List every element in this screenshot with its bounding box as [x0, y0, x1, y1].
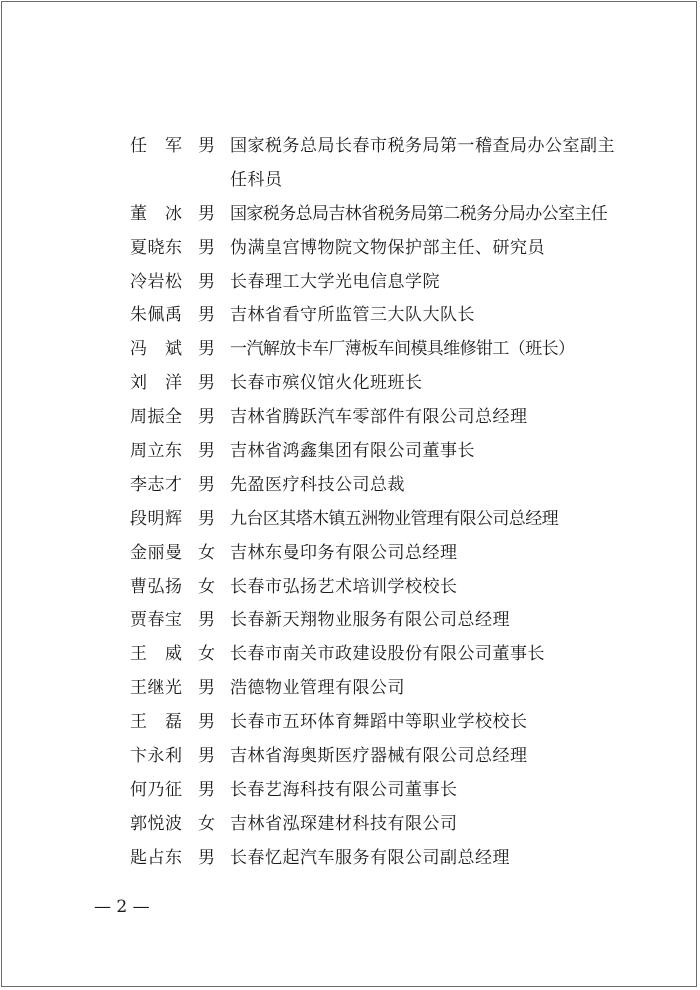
person-gender: 男	[198, 712, 215, 733]
person-organization: 吉林省鸿鑫集团有限公司董事长	[230, 441, 475, 462]
person-organization: 长春忆起汽车服务有限公司副总经理	[230, 847, 510, 868]
person-organization: 伪满皇宫博物院文物保护部主任、研究员	[230, 237, 545, 258]
person-organization: 长春市南关市政建设股份有限公司董事长	[230, 644, 545, 665]
person-organization: 吉林省泓琛建材科技有限公司	[230, 813, 458, 834]
person-name: 李志才	[130, 474, 182, 495]
person-name: 曹弘扬	[130, 576, 182, 597]
document-page	[1, 1, 697, 987]
person-gender: 男	[198, 847, 215, 868]
list-item	[130, 503, 650, 537]
person-name: 金丽曼	[130, 542, 182, 563]
list-item	[130, 740, 650, 774]
person-organization: 浩德物业管理有限公司	[230, 678, 405, 699]
person-gender: 男	[198, 441, 215, 462]
person-name: 董 冰	[130, 203, 182, 224]
person-organization: 先盈医疗科技公司总裁	[230, 474, 405, 495]
person-name: 郭悦波	[130, 813, 182, 834]
list-item	[130, 401, 650, 435]
list-item	[130, 333, 650, 367]
person-name: 周振全	[130, 407, 182, 428]
person-organization: 长春新天翔物业服务有限公司总经理	[230, 610, 510, 631]
person-organization: 长春市弘扬艺术培训学校校长	[230, 576, 458, 597]
person-gender: 男	[198, 136, 215, 156]
person-organization: 长春艺海科技有限公司董事长	[230, 779, 458, 800]
list-item	[130, 537, 650, 571]
person-gender: 女	[198, 644, 215, 665]
person-gender: 男	[198, 237, 215, 258]
list-item	[130, 774, 650, 808]
person-name: 周立东	[130, 441, 182, 462]
person-name: 贾春宝	[130, 610, 182, 631]
person-name: 刘 洋	[130, 373, 182, 394]
person-name: 匙占东	[130, 847, 182, 868]
list-item	[130, 435, 650, 469]
person-gender: 男	[198, 678, 215, 699]
person-organization: 长春市五环体育舞蹈中等职业学校校长	[230, 712, 528, 733]
list-item	[130, 808, 650, 842]
list-item	[130, 266, 650, 300]
person-organization: 国家税务总局吉林省税务局第二税务分局办公室主任	[230, 203, 608, 224]
person-organization: 吉林省看守所监管三大队大队长	[230, 305, 475, 326]
person-name: 冯 斌	[130, 339, 182, 360]
person-name: 夏晓东	[130, 237, 182, 258]
person-name: 王 磊	[130, 712, 182, 733]
list-item	[130, 604, 650, 638]
person-name: 何乃征	[130, 779, 182, 800]
list-item	[130, 469, 650, 503]
person-name: 段明辉	[130, 508, 182, 529]
person-gender: 男	[198, 203, 215, 224]
list-item	[130, 198, 650, 232]
list-item	[130, 299, 650, 333]
personnel-list	[130, 130, 650, 876]
person-gender: 女	[198, 813, 215, 834]
person-gender: 男	[198, 305, 215, 326]
person-gender: 男	[198, 779, 215, 800]
list-item	[130, 706, 650, 740]
person-gender: 男	[198, 339, 215, 360]
person-gender: 男	[198, 373, 215, 394]
list-item	[130, 638, 650, 672]
person-gender: 女	[198, 542, 215, 563]
list-item	[130, 672, 650, 706]
person-name: 王继光	[130, 678, 182, 699]
person-gender: 男	[198, 474, 215, 495]
person-organization: 国家税务总局长春市税务局第一稽查局办公室副主任科员	[230, 136, 615, 190]
person-name: 冷岩松	[130, 271, 182, 292]
list-item	[130, 571, 650, 605]
list-item	[130, 130, 650, 198]
person-name: 任 军	[130, 136, 182, 156]
person-gender: 男	[198, 746, 215, 767]
person-organization: 长春理工大学光电信息学院	[230, 271, 440, 292]
person-gender: 男	[198, 407, 215, 428]
person-organization: 长春市殡仪馆火化班班长	[230, 373, 423, 394]
person-name: 王 威	[130, 644, 182, 665]
list-item	[130, 232, 650, 266]
person-organization: 吉林省腾跃汽车零部件有限公司总经理	[230, 407, 528, 428]
person-gender: 女	[198, 576, 215, 597]
person-organization: 吉林省海奥斯医疗器械有限公司总经理	[230, 746, 528, 767]
list-item	[130, 367, 650, 401]
person-organization: 一汽解放卡车厂薄板车间模具维修钳工（班长）	[230, 339, 575, 360]
page-number: — 2 —	[94, 897, 150, 917]
person-name: 朱佩禹	[130, 305, 182, 326]
person-name: 卞永利	[130, 746, 182, 767]
person-organization: 九台区其塔木镇五洲物业管理有限公司总经理	[230, 508, 558, 529]
person-gender: 男	[198, 610, 215, 631]
list-item	[130, 842, 650, 876]
person-gender: 男	[198, 271, 215, 292]
person-gender: 男	[198, 508, 215, 529]
person-organization: 吉林东曼印务有限公司总经理	[230, 542, 458, 563]
